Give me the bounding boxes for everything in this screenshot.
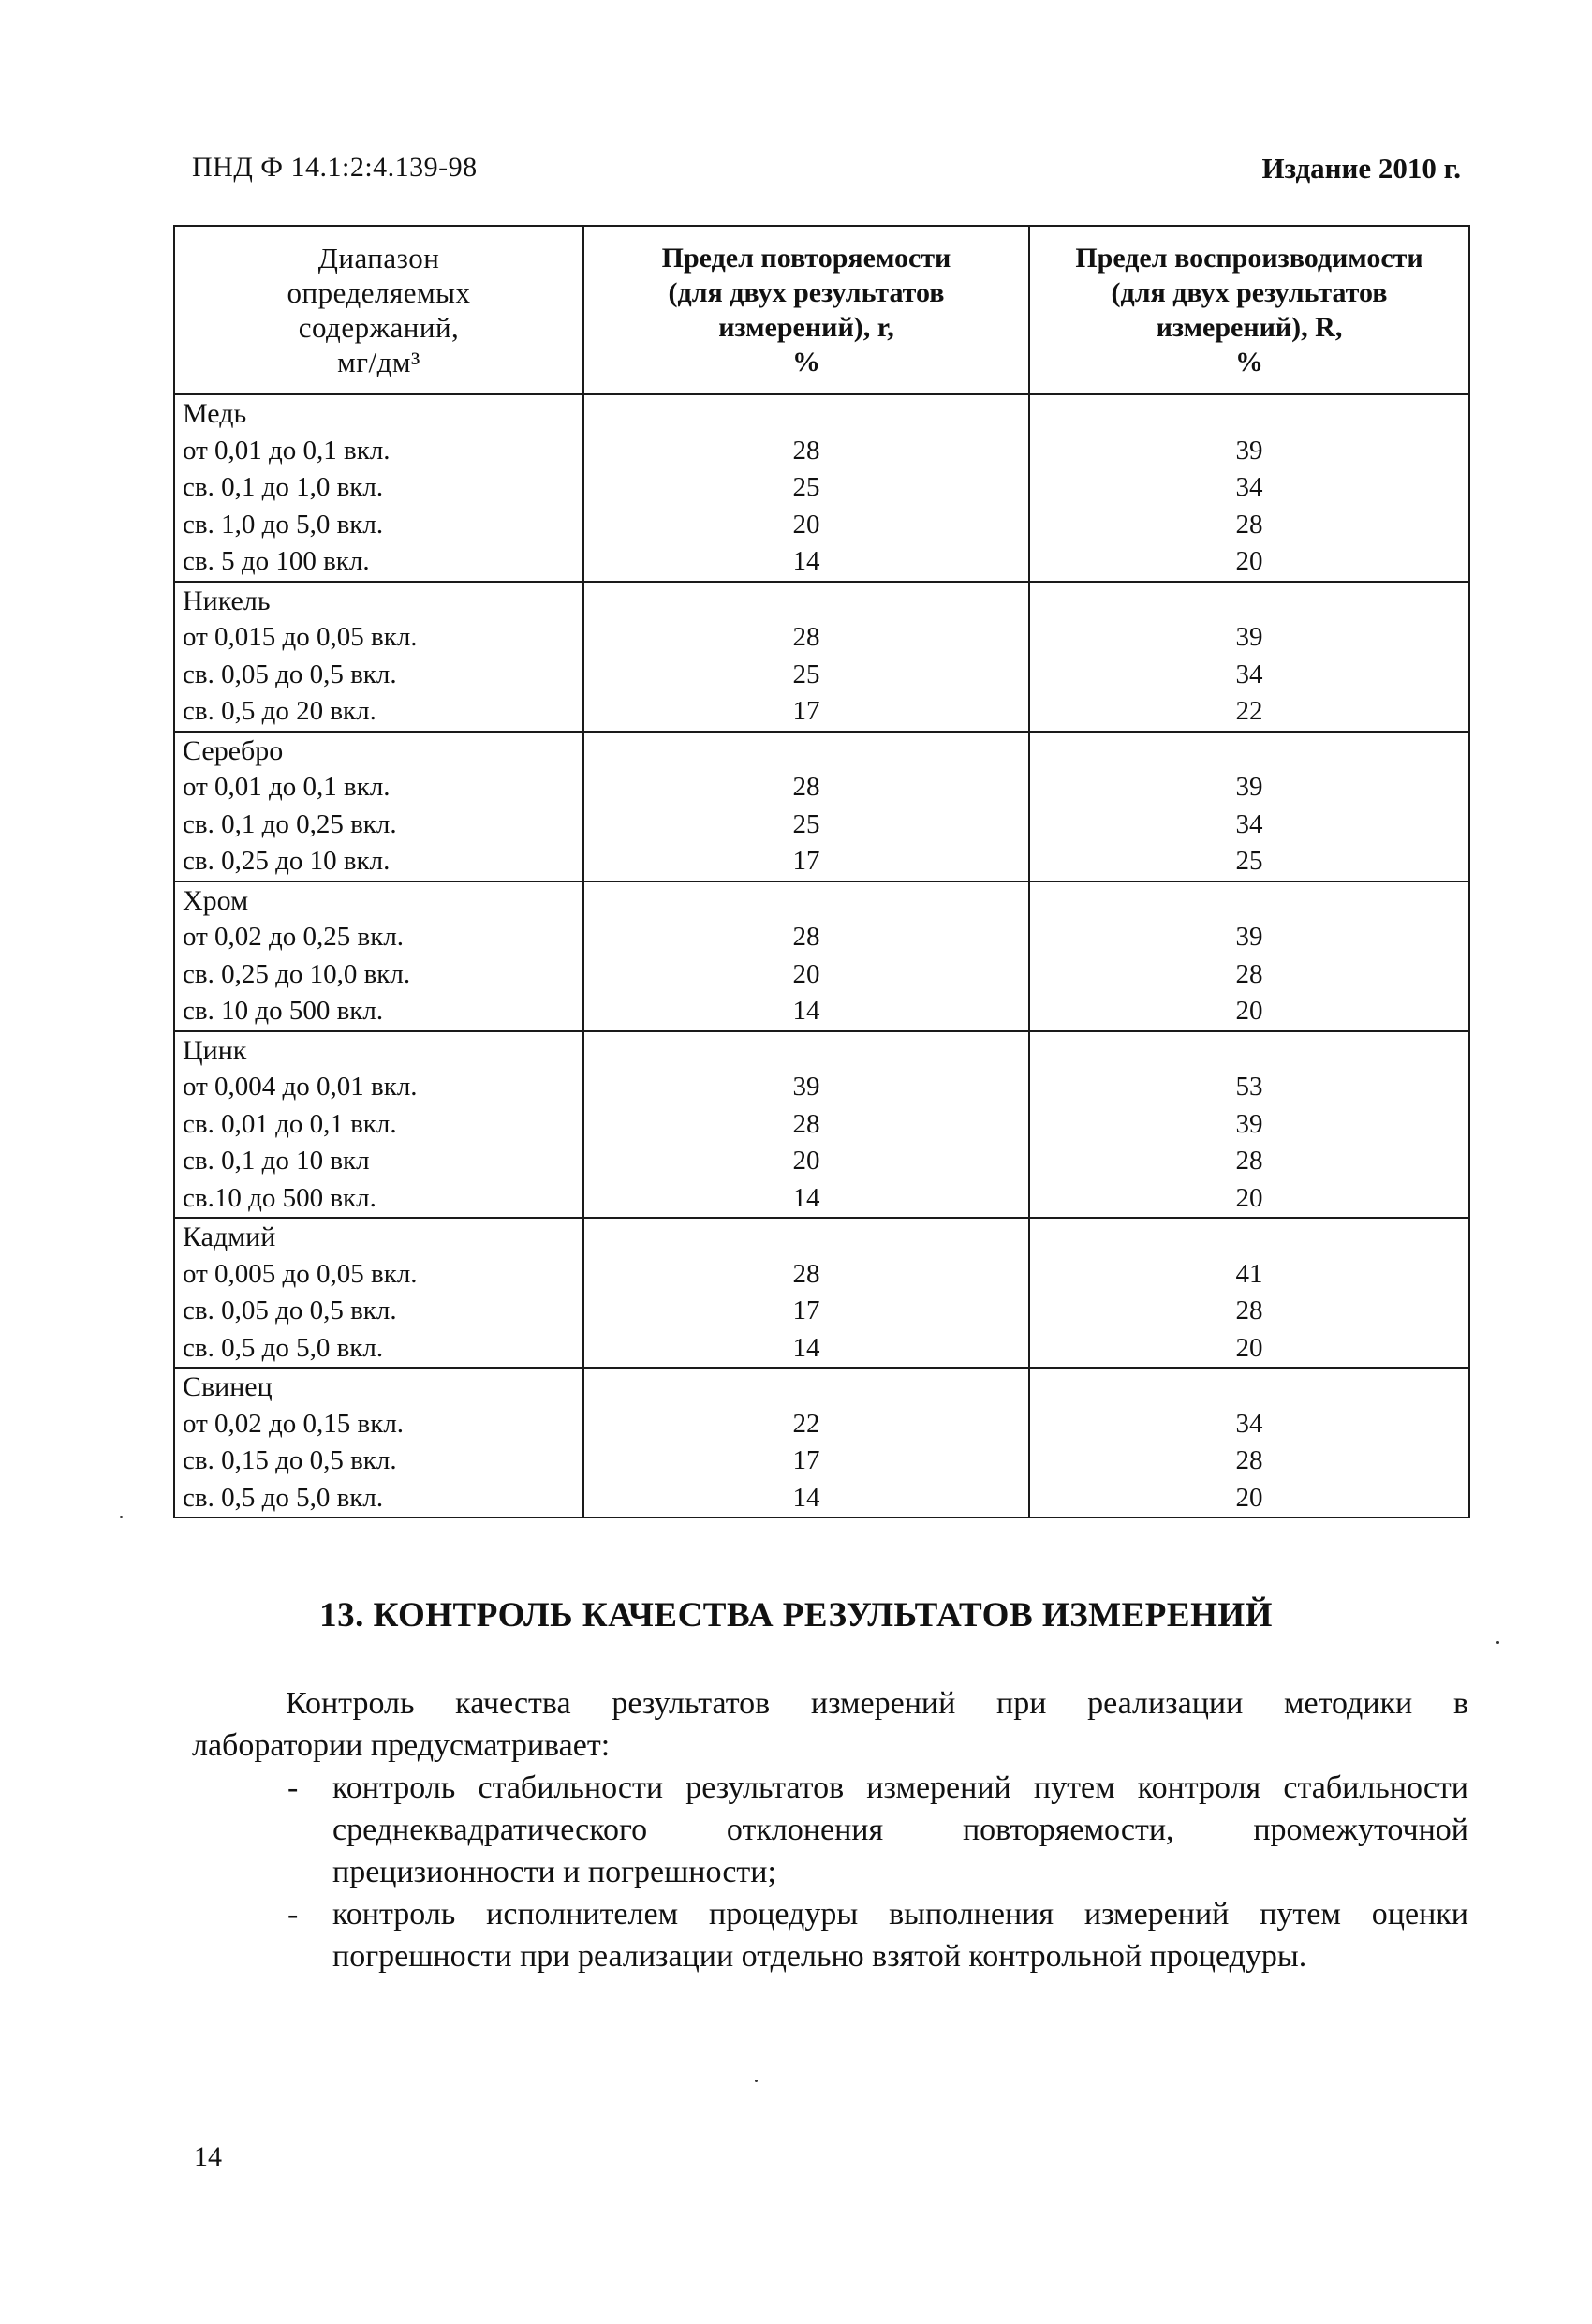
table-header-row xyxy=(174,226,1469,394)
range-value: св. 5 до 100 вкл. xyxy=(183,546,370,576)
repeatability-value: 39 xyxy=(792,1072,820,1102)
scan-speck xyxy=(755,2080,758,2082)
repeatability-value: 28 xyxy=(792,622,820,652)
range-cell xyxy=(174,732,583,881)
repeatability-value: 14 xyxy=(792,1332,820,1363)
range-value: св. 0,5 до 20 вкл. xyxy=(183,696,376,726)
list-item xyxy=(192,1767,1468,1893)
header-line: (для двух результатов xyxy=(668,277,945,308)
reproducibility-value: 28 xyxy=(1235,1146,1263,1176)
list-item xyxy=(192,1893,1468,1977)
reproducibility-value: 28 xyxy=(1235,1295,1263,1325)
range-value: от 0,004 до 0,01 вкл. xyxy=(183,1072,418,1102)
repeatability-value: 20 xyxy=(792,1146,820,1176)
table-row xyxy=(174,1031,1469,1219)
reproducibility-value: 22 xyxy=(1235,696,1263,726)
edition-label: Издание 2010 г. xyxy=(1261,152,1461,185)
element-name: Хром xyxy=(183,884,249,916)
repeatability-cell xyxy=(583,881,1029,1031)
page-number: 14 xyxy=(194,2141,222,2172)
table-body xyxy=(174,394,1469,1517)
header-line: определяемых xyxy=(287,276,471,309)
reproducibility-value: 39 xyxy=(1235,922,1263,952)
repeatability-value: 20 xyxy=(792,509,820,540)
range-cell xyxy=(174,582,583,732)
repeatability-value: 14 xyxy=(792,1182,820,1213)
reproducibility-value: 28 xyxy=(1235,1445,1263,1475)
repeatability-value: 14 xyxy=(792,1482,820,1513)
range-value: св. 0,5 до 5,0 вкл. xyxy=(183,1332,384,1363)
range-value: от 0,02 до 0,15 вкл. xyxy=(183,1408,405,1439)
range-value: св. 10 до 500 вкл. xyxy=(183,996,384,1026)
table-row xyxy=(174,1218,1469,1368)
list-bullet: - xyxy=(287,1897,299,1932)
range-cell xyxy=(174,394,583,582)
reproducibility-column-header xyxy=(1029,226,1469,394)
reproducibility-cell xyxy=(1029,394,1469,582)
range-value: св. 0,5 до 5,0 вкл. xyxy=(183,1482,384,1513)
repeatability-cell xyxy=(583,582,1029,732)
reproducibility-value: 28 xyxy=(1235,509,1263,540)
range-value: от 0,015 до 0,05 вкл. xyxy=(183,622,418,652)
range-cell xyxy=(174,1218,583,1368)
reproducibility-value: 34 xyxy=(1235,472,1263,502)
range-cell xyxy=(174,881,583,1031)
reproducibility-value: 20 xyxy=(1235,996,1263,1026)
header-line: % xyxy=(792,347,820,377)
range-value: св. 0,25 до 10,0 вкл. xyxy=(183,958,411,989)
repeatability-value: 17 xyxy=(792,1445,820,1475)
element-name: Серебро xyxy=(183,734,284,766)
range-value: от 0,01 до 0,1 вкл. xyxy=(183,435,391,466)
table-row xyxy=(174,1368,1469,1517)
header-line: % xyxy=(1235,347,1263,377)
header-line: измерений), r, xyxy=(718,312,894,343)
repeatability-value: 17 xyxy=(792,696,820,726)
range-value: от 0,01 до 0,1 вкл. xyxy=(183,772,391,802)
reproducibility-value: 20 xyxy=(1235,1332,1263,1363)
section-intro xyxy=(192,1682,1468,1767)
reproducibility-value: 20 xyxy=(1235,1182,1263,1213)
repeatability-value: 25 xyxy=(792,472,820,502)
reproducibility-cell xyxy=(1029,582,1469,732)
range-cell xyxy=(174,1031,583,1219)
repeatability-value: 22 xyxy=(792,1408,820,1439)
reproducibility-cell xyxy=(1029,1218,1469,1368)
repeatability-column-header xyxy=(583,226,1029,394)
header-line: Предел повторяемости xyxy=(661,243,951,274)
header-line: Предел воспроизводимости xyxy=(1075,243,1423,274)
repeatability-cell xyxy=(583,1031,1029,1219)
repeatability-value: 28 xyxy=(792,1258,820,1289)
range-value: св. 0,1 до 0,25 вкл. xyxy=(183,808,397,839)
document-code: ПНД Ф 14.1:2:4.139-98 xyxy=(192,152,478,183)
list-item-text: контроль исполнителем процедуры выполнения измерений путем оценки погрешности при реализации отдельно взятой контрольной процедуры. xyxy=(332,1897,1468,1974)
reproducibility-value: 34 xyxy=(1235,659,1263,689)
reproducibility-cell xyxy=(1029,732,1469,881)
repeatability-cell xyxy=(583,1218,1029,1368)
element-name: Свинец xyxy=(183,1371,273,1402)
repeatability-cell xyxy=(583,394,1029,582)
range-cell xyxy=(174,1368,583,1517)
range-value: св. 0,05 до 0,5 вкл. xyxy=(183,659,397,689)
repeatability-value: 28 xyxy=(792,772,820,802)
range-value: св. 0,01 до 0,1 вкл. xyxy=(183,1108,397,1139)
repeatability-value: 25 xyxy=(792,808,820,839)
reproducibility-value: 39 xyxy=(1235,622,1263,652)
reproducibility-value: 39 xyxy=(1235,435,1263,466)
range-value: св. 0,25 до 10 вкл. xyxy=(183,846,391,876)
header-line: (для двух результатов xyxy=(1111,277,1388,308)
header-line: Диапазон xyxy=(317,242,440,274)
list-bullet: - xyxy=(287,1770,299,1805)
repeatability-value: 25 xyxy=(792,659,820,689)
reproducibility-cell xyxy=(1029,1031,1469,1219)
reproducibility-value: 39 xyxy=(1235,772,1263,802)
repeatability-value: 14 xyxy=(792,546,820,576)
reproducibility-value: 28 xyxy=(1235,958,1263,989)
precision-limits-table xyxy=(173,225,1470,1518)
element-name: Медь xyxy=(183,398,247,429)
reproducibility-cell xyxy=(1029,1368,1469,1517)
repeatability-cell xyxy=(583,1368,1029,1517)
scan-speck xyxy=(120,1516,123,1518)
control-measures-list xyxy=(192,1767,1468,1977)
header-line: измерений), R, xyxy=(1156,312,1343,343)
table-row xyxy=(174,881,1469,1031)
repeatability-cell xyxy=(583,732,1029,881)
intro-line: лаборатории предусматривает: xyxy=(192,1728,611,1763)
reproducibility-value: 25 xyxy=(1235,846,1263,876)
reproducibility-value: 34 xyxy=(1235,808,1263,839)
reproducibility-value: 20 xyxy=(1235,546,1263,576)
range-value: св. 0,1 до 1,0 вкл. xyxy=(183,472,384,502)
reproducibility-value: 20 xyxy=(1235,1482,1263,1513)
header-line: мг/дм³ xyxy=(337,346,420,378)
table-row xyxy=(174,394,1469,582)
element-name: Никель xyxy=(183,585,271,616)
repeatability-value: 14 xyxy=(792,996,820,1026)
list-item-text: контроль стабильности результатов измерений путем контроля стабильности среднеквадратического отклонения повторяемости, промежуточной прецизионности и погрешности; xyxy=(332,1770,1468,1889)
range-value: св. 0,1 до 10 вкл xyxy=(183,1146,370,1176)
range-value: св. 0,15 до 0,5 вкл. xyxy=(183,1445,397,1475)
intro-line: Контроль качества результатов измерений при реализации методики в xyxy=(286,1686,1468,1721)
reproducibility-value: 39 xyxy=(1235,1108,1263,1139)
range-value: от 0,005 до 0,05 вкл. xyxy=(183,1258,418,1289)
repeatability-value: 28 xyxy=(792,922,820,952)
repeatability-value: 28 xyxy=(792,1108,820,1139)
range-value: св. 1,0 до 5,0 вкл. xyxy=(183,509,384,540)
table-row xyxy=(174,582,1469,732)
repeatability-value: 17 xyxy=(792,1295,820,1325)
scan-speck xyxy=(1496,1641,1499,1644)
reproducibility-cell xyxy=(1029,881,1469,1031)
range-value: от 0,02 до 0,25 вкл. xyxy=(183,922,405,952)
reproducibility-value: 53 xyxy=(1235,1072,1263,1102)
range-column-header xyxy=(174,226,583,394)
element-name: Кадмий xyxy=(183,1221,276,1252)
section-title: 13. КОНТРОЛЬ КАЧЕСТВА РЕЗУЛЬТАТОВ ИЗМЕРЕНИЙ xyxy=(319,1596,1273,1635)
reproducibility-value: 41 xyxy=(1235,1258,1263,1289)
range-value: св.10 до 500 вкл. xyxy=(183,1182,376,1213)
range-value: св. 0,05 до 0,5 вкл. xyxy=(183,1295,397,1325)
repeatability-value: 28 xyxy=(792,435,820,466)
header-line: содержаний, xyxy=(298,311,460,344)
reproducibility-value: 34 xyxy=(1235,1408,1263,1439)
table-row xyxy=(174,732,1469,881)
repeatability-value: 17 xyxy=(792,846,820,876)
element-name: Цинк xyxy=(183,1034,247,1066)
repeatability-value: 20 xyxy=(792,958,820,989)
